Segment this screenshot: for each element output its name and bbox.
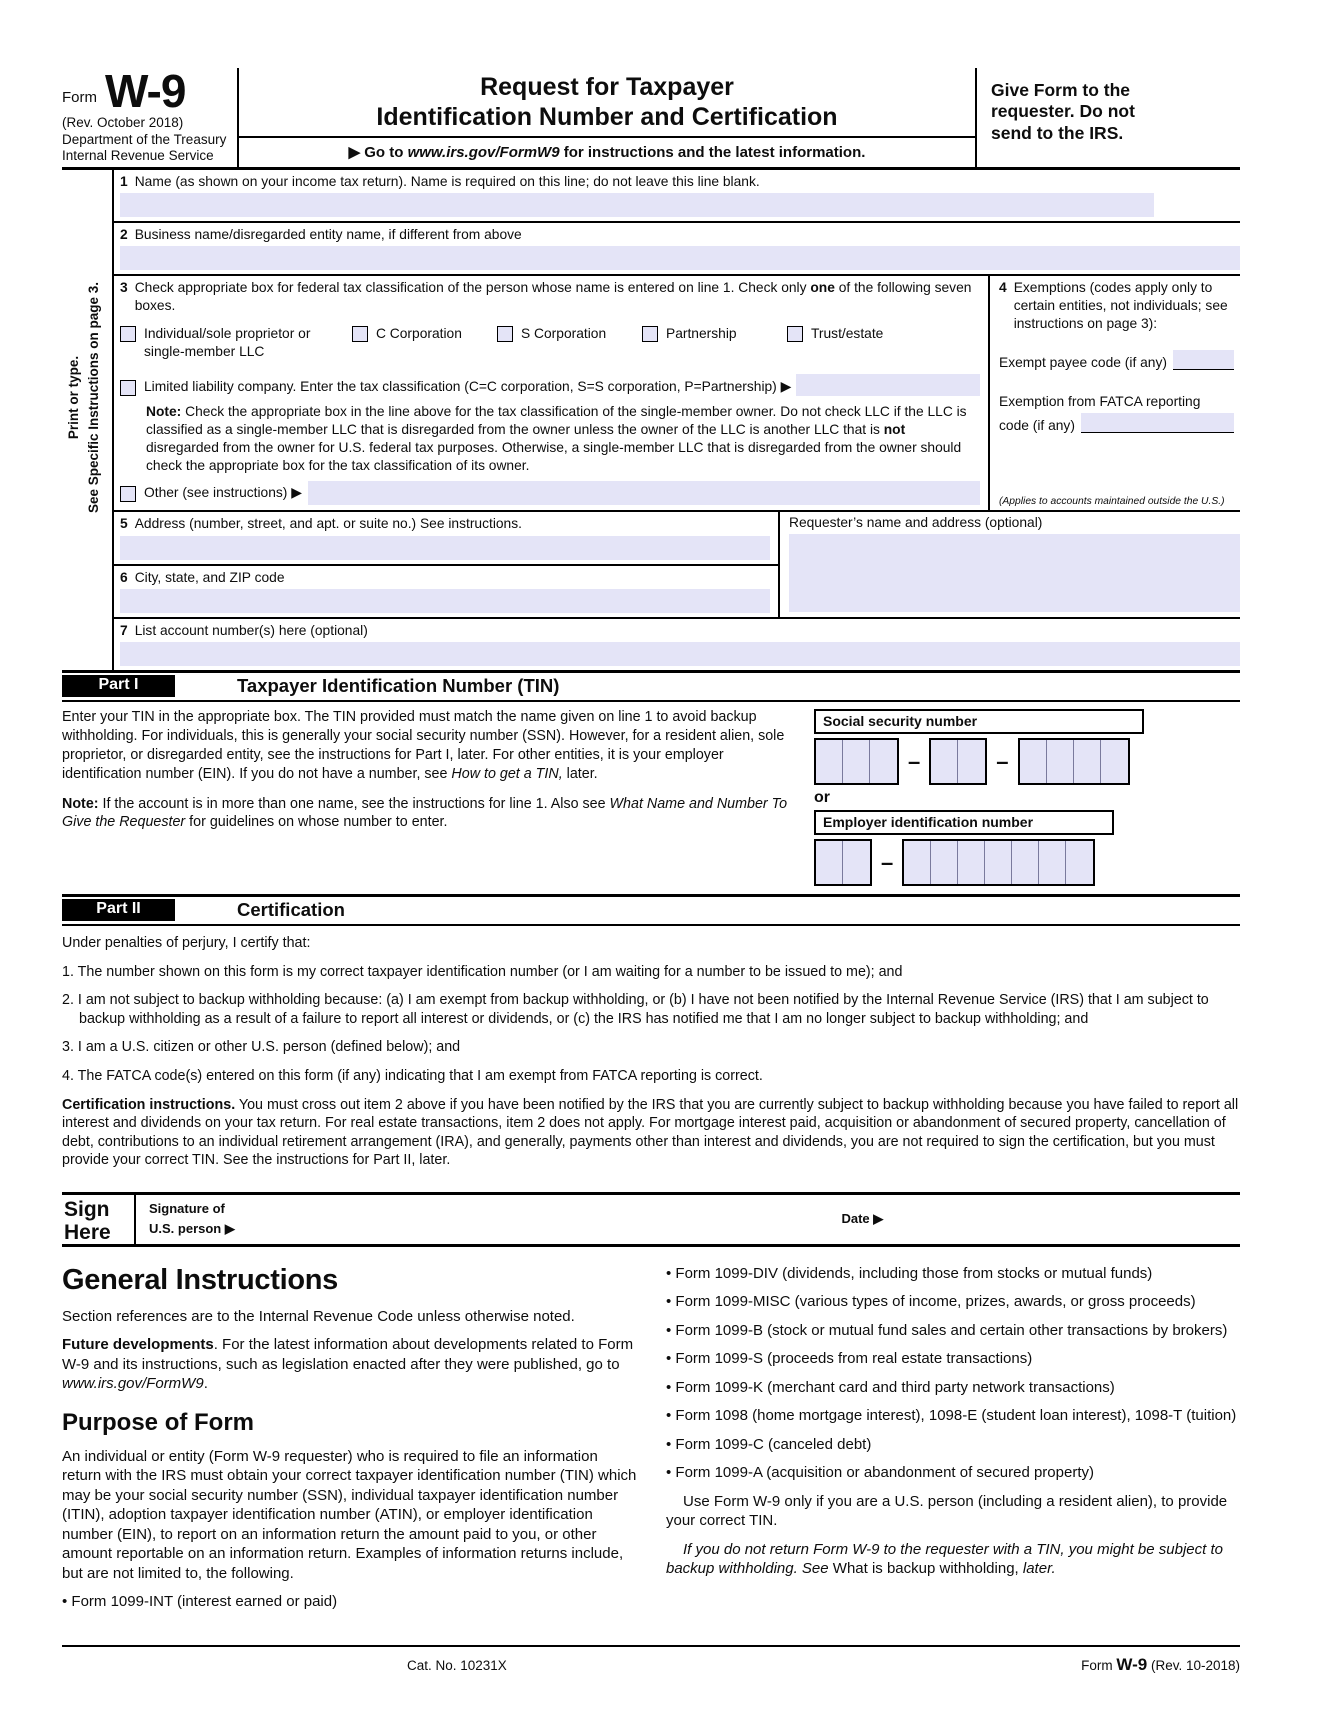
certification-instructions: Certification instructions. You must cross out item 2 above if you have been notified by the IRS that you are currently subject to backup withholding because you have failed to report all interest and dividends on your tax return. For real estate transactions, item 2 does not apply. For mortgage interest paid, acquisition or abandonment of secured property, cancellation of debt, contributions to an individual retirement arrangement (IRA), and generally, payments other than interest and dividends, you are not required to sign the certification, but you must provide your correct TIN. See the instructions for Part II, later. xyxy=(62,1096,1239,1169)
certification-item-1: 1. The number shown on this form is my correct taxpayer identification number (or I am waiting for a number to be issued to me); and xyxy=(62,963,903,980)
line6-label: City, state, and ZIP code xyxy=(134,569,285,585)
give-form-box xyxy=(977,68,1240,167)
exempt-payee-code-input[interactable] xyxy=(1173,350,1234,370)
checkbox-partnership-label: Partnership xyxy=(666,325,737,341)
part2-title: Certification xyxy=(237,899,345,921)
business-name-input[interactable] xyxy=(120,246,1240,270)
checkbox-llc-label: Limited liability company. Enter the tax classification (C=C corporation, S=S corporation, P=Partnership) ▶ xyxy=(144,378,792,394)
fatca-label-line1: Exemption from FATCA reporting xyxy=(999,394,1201,410)
ssn-digit-cell[interactable] xyxy=(1047,740,1074,783)
page-footer xyxy=(62,1645,1240,1675)
ssn-digit-cell[interactable] xyxy=(1020,740,1047,783)
ein-digit-cell[interactable] xyxy=(958,841,985,884)
ein-digit-cell[interactable] xyxy=(816,841,843,884)
future-developments-paragraph: Future developments. For the latest information about developments related to Form W-9 and its instructions, such as legislation enacted after they were published, go to www.irs.gov/FormW9. xyxy=(62,1336,634,1393)
line7-label: List account number(s) here (optional) xyxy=(134,622,368,638)
field-row-account-numbers xyxy=(114,619,1240,670)
line1-number: 1 xyxy=(120,174,128,189)
checkbox-other[interactable] xyxy=(120,486,136,502)
exempt-payee-label: Exempt payee code (if any) xyxy=(999,355,1167,371)
line4-label: Exemptions (codes apply only to certain entities, not individuals; see instructions on page 3): xyxy=(1013,280,1228,332)
bullet-1098: • Form 1098 (home mortgage interest), 1098-E (student loan interest), 1098-T (tuition) xyxy=(666,1407,1237,1425)
ssn-dash: – xyxy=(996,748,1009,774)
specific-instructions-label: See Specific Instructions on page 3. xyxy=(86,281,102,514)
checkbox-c-corporation-label: C Corporation xyxy=(376,325,462,341)
ein-digit-cell[interactable] xyxy=(1066,841,1093,884)
checkbox-individual-label: Individual/sole proprietor or single-member LLC xyxy=(144,325,311,359)
checkbox-trust-estate[interactable] xyxy=(787,326,803,342)
checkbox-individual[interactable] xyxy=(120,326,136,342)
line2-number: 2 xyxy=(120,227,128,243)
identification-section xyxy=(62,170,1240,670)
print-or-type-label: Print or type. xyxy=(66,355,81,440)
date-input[interactable] xyxy=(893,1195,1240,1244)
form-title-block xyxy=(237,68,977,167)
ssn-group-2 xyxy=(929,738,987,785)
ssn-digit-cell[interactable] xyxy=(958,740,985,783)
bullet-1099-int: • Form 1099-INT (interest earned or paid) xyxy=(62,1593,338,1611)
bullet-1099-a: • Form 1099-A (acquisition or abandonment of secured property) xyxy=(666,1464,1094,1482)
service-line: Internal Revenue Service xyxy=(62,147,214,163)
ssn-label-box: Social security number xyxy=(814,709,1144,734)
bullet-1099-c: • Form 1099-C (canceled debt) xyxy=(666,1435,872,1453)
line4-number: 4 xyxy=(999,280,1007,296)
field-row-business-name xyxy=(114,223,1240,276)
requester-input[interactable] xyxy=(789,534,1240,611)
ssn-dash: – xyxy=(908,748,921,774)
line2-label: Business name/disregarded entity name, if different from above xyxy=(134,227,522,243)
city-state-zip-input[interactable] xyxy=(120,589,770,613)
form-word: Form xyxy=(62,89,97,107)
date-label: Date ▶ xyxy=(841,1211,884,1227)
ein-digit-cell[interactable] xyxy=(904,841,931,884)
certification-intro: Under penalties of perjury, I certify that: xyxy=(62,935,311,952)
footer-form-number: W-9 xyxy=(1116,1655,1148,1674)
form-header xyxy=(62,65,1240,170)
ein-group-1 xyxy=(814,839,872,886)
use-form-w9-note: Use Form W-9 only if you are a U.S. person (including a resident alien), to provide your correct TIN. xyxy=(666,1492,1228,1530)
goto-instructions-line: ▶ Go to www.irs.gov/FormW9 for instructions and the latest information. xyxy=(239,136,975,167)
line5-label: Address (number, street, and apt. or suite no.) See instructions. xyxy=(134,516,522,532)
checkbox-llc[interactable] xyxy=(120,380,136,396)
ssn-digit-row xyxy=(814,738,1240,785)
form-title-line2: Identification Number and Certification xyxy=(376,102,838,131)
give-form-text: Give Form to the requester. Do not send to the IRS. xyxy=(991,80,1135,143)
ssn-digit-cell[interactable] xyxy=(1074,740,1101,783)
checkbox-other-label: Other (see instructions) ▶ xyxy=(144,485,302,501)
print-or-type-strip xyxy=(62,170,112,670)
ein-dash: – xyxy=(881,849,894,875)
form-identity xyxy=(62,65,237,167)
ssn-digit-cell[interactable] xyxy=(816,740,843,783)
ein-digit-cell[interactable] xyxy=(1012,841,1039,884)
ssn-group-1 xyxy=(814,738,899,785)
sign-here-section xyxy=(62,1192,1240,1247)
line5-number: 5 xyxy=(120,516,128,532)
or-label: or xyxy=(814,789,830,807)
line1-label: Name (as shown on your income tax return). Name is required on this line; do not leave this line blank. xyxy=(134,174,760,189)
ein-digit-cell[interactable] xyxy=(843,841,870,884)
part1-body xyxy=(62,702,1240,894)
ein-label-box: Employer identification number xyxy=(814,810,1114,835)
checkbox-partnership[interactable] xyxy=(642,326,658,342)
checkbox-s-corporation-label: S Corporation xyxy=(521,325,607,341)
general-instructions-section xyxy=(62,1264,1240,1621)
ssn-digit-cell[interactable] xyxy=(931,740,958,783)
applies-outside-us-note: (Applies to accounts maintained outside the U.S.) xyxy=(999,496,1225,508)
part2-header-bar xyxy=(62,894,1240,926)
tin-instructions-paragraph: Enter your TIN in the appropriate box. The TIN provided must match the name given on line 1 to avoid backup withholding. For individuals, this is generally your social security number (SSN). However, for a resident alien, sole proprietor, or disregarded entity, see the instructions for Part I, later. For other entities, it is your employer identification number (EIN). If you do not have a number, see How to get a TIN, later. xyxy=(62,709,785,782)
other-classification-input[interactable] xyxy=(308,481,980,505)
footer-form-revision: (Rev. 10-2018) xyxy=(1147,1658,1240,1673)
certification-item-3: 3. I am a U.S. citizen or other U.S. person (defined below); and xyxy=(62,1039,461,1056)
ein-digit-cell[interactable] xyxy=(931,841,958,884)
bullet-1099-misc: • Form 1099-MISC (various types of income, prizes, awards, or gross proceeds) xyxy=(666,1293,1196,1311)
certification-item-4: 4. The FATCA code(s) entered on this form (if any) indicating that I am exempt from FATCA reporting is correct. xyxy=(62,1068,763,1085)
field-row-city-state-zip xyxy=(114,566,778,617)
backup-withholding-note: If you do not return Form W-9 to the requester with a TIN, you might be subject to backup withholding. See What is backup withholding, later. xyxy=(666,1540,1223,1578)
ein-digit-cell[interactable] xyxy=(1039,841,1066,884)
ssn-digit-cell[interactable] xyxy=(843,740,870,783)
general-instructions-title: General Instructions xyxy=(62,1263,339,1296)
address-input[interactable] xyxy=(120,536,770,560)
checkbox-c-corporation[interactable] xyxy=(352,326,368,342)
form-title-line1: Request for Taxpayer xyxy=(480,73,734,101)
bullet-1099-div: • Form 1099-DIV (dividends, including those from stocks or mutual funds) xyxy=(666,1264,1153,1282)
line3-label: Check appropriate box for federal tax classification of the person whose name is entered on line 1. Check only one of the following seven boxes. xyxy=(134,280,972,313)
bullet-1099-k: • Form 1099-K (merchant card and third party network transactions) xyxy=(666,1378,1115,1396)
department-line: Department of the Treasury xyxy=(62,132,227,148)
certification-item-2: 2. I am not subject to backup withholding because: (a) I am exempt from backup withholding, or (b) I have not been notified by the Internal Revenue Service (IRS) that I am subject to backup withholding as a result of a failure to report all interest or dividends, or (c) the IRS has notified me that I am no longer subject to backup withholding; and xyxy=(62,992,1209,1027)
ssn-digit-cell[interactable] xyxy=(870,740,897,783)
signature-of-label: Signature of xyxy=(149,1201,225,1217)
part1-header-bar xyxy=(62,670,1240,702)
form-number: W-9 xyxy=(105,65,186,117)
checkbox-s-corporation[interactable] xyxy=(497,326,513,342)
bullet-1099-b: • Form 1099-B (stock or mutual fund sales and certain other transactions by brokers) xyxy=(666,1321,1228,1339)
exemptions-column xyxy=(988,276,1240,510)
field-row-name xyxy=(114,170,1240,223)
line3-number: 3 xyxy=(120,280,128,296)
field-row-address xyxy=(114,512,778,565)
ssn-group-3 xyxy=(1018,738,1130,785)
part2-body xyxy=(62,926,1240,1180)
signature-input[interactable] xyxy=(304,1195,841,1244)
requester-label: Requester’s name and address (optional) xyxy=(789,515,1043,531)
catalog-number: Cat. No. 10231X xyxy=(407,1658,507,1673)
purpose-of-form-title: Purpose of Form xyxy=(62,1408,255,1436)
us-person-label: U.S. person ▶ xyxy=(149,1221,235,1237)
checkbox-trust-estate-label: Trust/estate xyxy=(811,325,884,341)
fatca-code-input[interactable] xyxy=(1081,413,1234,433)
part2-chip: Part II xyxy=(62,899,175,921)
fatca-label-line2: code (if any) xyxy=(999,418,1075,434)
tin-note-paragraph: Note: If the account is in more than one name, see the instructions for line 1. Also see What Name and Number To Give the Requester for guidelines on whose number to enter. xyxy=(62,795,788,831)
ein-digit-row xyxy=(814,839,1240,886)
bullet-1099-s: • Form 1099-S (proceeds from real estate transactions) xyxy=(666,1350,1033,1368)
llc-note: Note: Check the appropriate box in the line above for the tax classification of the single-member owner. Do not check LLC if the LLC is classified as a single-member LLC that is disregarded from the owner unless the owner of the LLC is another LLC that is not disregarded from the owner for U.S. federal tax purposes. Otherwise, a single-member LLC that is disregarded from the owner should check the appropriate box for the tax classification of its owner. xyxy=(146,403,967,473)
ein-group-2 xyxy=(902,839,1095,886)
field-rows-address xyxy=(114,512,1240,618)
name-input[interactable] xyxy=(120,193,1154,217)
here-word: Here xyxy=(64,1221,111,1245)
line7-number: 7 xyxy=(120,622,128,638)
ssn-digit-cell[interactable] xyxy=(1101,740,1128,783)
field-row-classification xyxy=(114,276,1240,512)
part1-chip: Part I xyxy=(62,675,175,697)
llc-classification-input[interactable] xyxy=(796,374,980,396)
footer-form-word: Form xyxy=(1081,1658,1117,1673)
sign-word: Sign xyxy=(64,1197,110,1221)
line6-number: 6 xyxy=(120,569,128,585)
account-numbers-input[interactable] xyxy=(120,642,1240,666)
section-references-paragraph: Section references are to the Internal Revenue Code unless otherwise noted. xyxy=(62,1307,575,1325)
part1-title: Taxpayer Identification Number (TIN) xyxy=(237,675,560,697)
requester-box xyxy=(778,512,1240,616)
ein-digit-cell[interactable] xyxy=(985,841,1012,884)
purpose-paragraph: An individual or entity (Form W-9 requester) who is required to file an information return with the IRS must obtain your correct taxpayer identification number (TIN) which may be your social security number (SSN), individual taxpayer identification number (ITIN), adoption taxpayer identification number (ATIN), or employer identification number (EIN), to report on an information return the amount paid to you, or other amount reportable on an information return. Examples of information returns include, but are not limited to, the following. xyxy=(62,1447,637,1582)
form-revision: (Rev. October 2018) xyxy=(62,115,184,131)
